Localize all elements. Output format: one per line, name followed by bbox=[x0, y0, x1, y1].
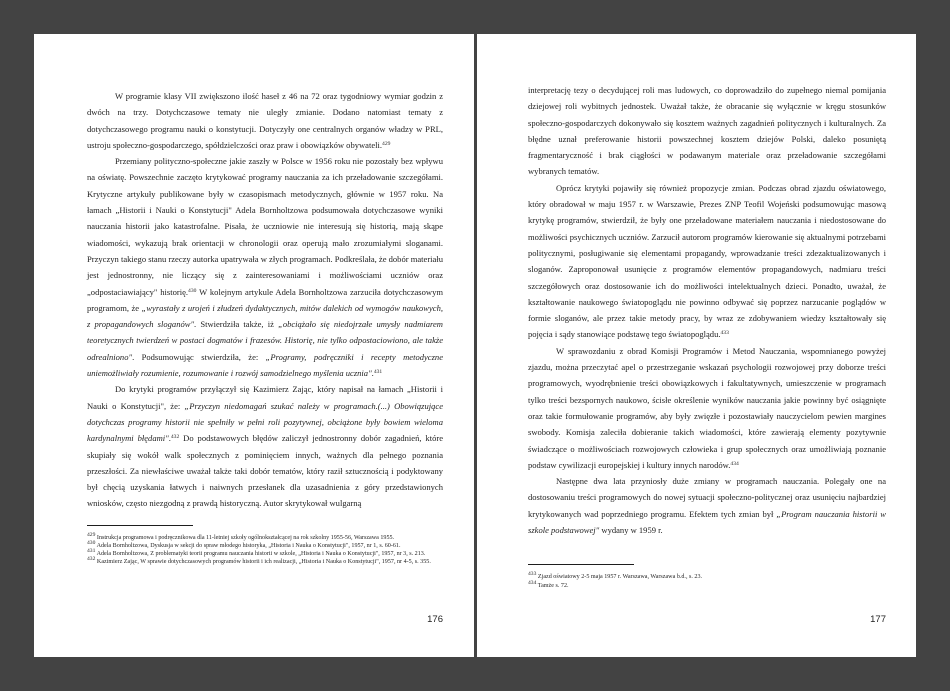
page-number: 176 bbox=[427, 614, 443, 625]
paragraph: interpretację tezy o decydującej roli mas ludowych, co doprowadziło do zupełnego niemal pomijania dziejowej roli wybitnych jednostek. Uważał także, że obracanie się wyłącznie w kręgu stosunków społeczno-gospodarczych dokonywało się kosztem ważnych zagadnień politycznych i kulturalnych. Za błędne uznał preferowanie historii powszechnej kosztem dziejów Polski, daleko posuniętą fragmentaryczność i brak ciągłości w podawanym materiale oraz przeładowanie szczegółami wybranych tematów. bbox=[528, 85, 886, 177]
footnote: $^{433}$ Zjazd oświatowy 2-5 maja 1957 r. Warszawa, Warszawa b.d., s. 23. bbox=[528, 571, 703, 581]
footnote: $^{432}$ Kazimierz Zając, W sprawie dotychczasowych programów historii i ich realizacji, „Historia i Nauka o Konstytucji", 1957, nr 4-5, s. 355. bbox=[87, 556, 431, 566]
page-number: 177 bbox=[870, 614, 886, 625]
footnote-divider bbox=[528, 564, 634, 565]
footnote-ref[interactable]: 433 bbox=[720, 330, 729, 337]
footnote: $^{431}$ Adela Bornholtzowa, Z problematyki teorii programu nauczania historii w szkole, „Historia i Nauka o Konstytucji", 1957, nr 3, s. 213. bbox=[87, 548, 426, 558]
left-page bbox=[34, 34, 474, 657]
footnote-ref[interactable]: 430 bbox=[188, 287, 197, 294]
right-page bbox=[477, 34, 916, 657]
footnote: $^{429}$ Instrukcja programowa i podręcznikowa dla 11-letniej szkoły ogólnokształcącej na rok szkolny 1955-56, Warszawa 1955. bbox=[87, 531, 395, 541]
paragraph: Następne dwa lata przyniosły duże zmiany w programach nauczania. Polegały one na dostosowaniu treści programowych do nowej sytuacji społeczno-politycznej oraz usunięciu najbardziej krytykowanych wad poprzedniego programu. Efektem tych zmian był „Program nauczania historii w szkole podstawowej" wydany w 1959 r. bbox=[528, 476, 886, 536]
footnote: $^{434}$ Tamże s. 72. bbox=[528, 579, 569, 589]
footnotes bbox=[528, 573, 886, 589]
paragraph: Przemiany polityczno-społeczne jakie zaszły w Polsce w 1956 roku nie pozostały bez wpływu na oświatę. Powszechnie zaczęto krytykować programy nauczania za ich przeładowanie szczegółami. Krytyczne artykuły publikowane były w czasopismach metodycznych, głównie w 1957 roku. Na łamach „Historii i Nauki o Konstytucji" Adela Bornholtzowa podsumowała dotychczasowe wyniki nauczania historii jako katastrofalne. Pisała, że uczniowie nie interesują się historią, mają skąpe wiadomości, wykazują brak orientacji w chronologii oraz operują mało zrozumiałymi sloganami. Przyczyn takiego stanu rzeczy autorka upatrywała w złych programach. Podkreślała, że dobór materiału jest jednostronny, nie liczący się z zainteresowaniami i możliwościami uczniów oraz „odpostaciawiający" historię.$^{430}$ W kolejnym artykule Adela Bornholtzowa zarzuciła dotychczasowym programom, że „wyrastały z urojeń i złudzeń dydaktycznych, mitów dalekich od wymogów naukowych, z propagandowych sloganów". Stwierdziła także, iż „obciążało się niedojrzałe umysły nadmiarem teoretycznych twierdzeń w postaci dogmatów i frazesów. Historię, nie tylko odpostaciowiono, ale także odrealniono". Podsumowując stwierdziła, że: „Programy, podręczniki i recepty metodyczne uniemożliwiały rozumienie, rozumowanie i rozwój samodzielnego myślenia ucznia".$^{431}$ bbox=[87, 156, 444, 379]
footnotes bbox=[87, 531, 443, 567]
footnote-ref[interactable]: 434 bbox=[730, 460, 739, 467]
footnote-ref[interactable]: 429 bbox=[382, 140, 391, 147]
footnote-ref[interactable]: 432 bbox=[170, 434, 180, 441]
footnote: $^{430}$ Adela Bornholtzowa, Dyskusja w sekcji do spraw młodego historyka, „Historia i Nauka o Konstytucji", 1957, nr 1, s. 60-61. bbox=[87, 539, 401, 549]
footnote-ref[interactable]: 431 bbox=[373, 369, 383, 376]
paragraph: Oprócz krytyki pojawiły się również propozycje zmian. Podczas obrad zjazdu oświatowego, który obradował w maju 1957 r. w Warszawie, Prezes ZNP Teofil Wojeński podsumowując masową krytykę programów, stwierdził, że były one przeładowane materiałem nauczania i niedostosowane do możliwości psychicznych uczniów. Zarzucił autorom programów kierowanie się aktualnymi potrzebami politycznymi, posługiwanie się elementami propagandy, wprowadzanie treści zdezaktualizowanych i sloganów. Zaproponował usunięcie z programów elementów propagandowych, nadmiaru treści szczegółowych oraz dostosowanie ich do możliwości intelektualnych dzieci. Ponadto, uważał, że kształtowanie naukowego światopoglądu nie powinno odbywać się poprzez narzucanie poglądów w formie sloganów, ale przez takie metody pracy, by wraz ze zdobywaniem wiedzy kształtowały się pojęcia i sądy stanowiące podstawę tego światopoglądu.$^{433}$ bbox=[528, 182, 886, 340]
paragraph: W sprawozdaniu z obrad Komisji Programów i Metod Nauczania, wspomnianego powyżej zjazdu, można przeczytać apel o przestrzeganie wskazań psychologii rozwojowej przy doborze treści programowych, wyodrębnienie treści obowiązkowych i fakultatywnych, umieszczenie w programach tylko treści bezspornych naukowo, ścisłe określenie wyników nauczania jakie powinny być osiągnięte oraz takie formułowanie programów, aby były zwięzłe i pozostawiały nauczycielom pewien margines swobody. Komisja zaleciła dobieranie takich wiadomości, które zawierają elementy pozytywnie świadczące o możliwościach rozwojowych człowieka i grup społecznych oraz umożliwiają poznanie podstaw cywilizacji europejskiej i kultury innych narodów.$^{434}$ bbox=[528, 345, 886, 470]
paragraph: W programie klasy VII zwiększono ilość haseł z 46 na 72 oraz tygodniowy wymiar godzin z dwóch na trzy. Dotychczasowe tematy nie uległy zmianie. Dodano natomiast tematy z dotychczasowego programu nauki o konstytucji. Dotyczyły one centralnych organów władzy w PRL, ustroju społeczno-gospodarczego, spółdzielczości oraz praw i obowiązków obywateli.$^{429}$ bbox=[87, 91, 443, 150]
paragraph: Do krytyki programów przyłączył się Kazimierz Zając, który napisał na łamach „Historii i Nauki o Konstytucji", że: „Przyczyn niedomagań szukać należy w programach.(...) Obowiązujące dotychczas programy historii nie spełniły w pełni roli pozytywnej, obciążone były bowiem wieloma kardynalnymi błędami".$^{432}$ Do podstawowych błędów zaliczył jednostronny dobór zagadnień, które skupiały się wokół walk społecznych z pominięciem innych, ważnych dla pełnego poznania przeszłości. Za niewłaściwe uważał także taki dobór tematów, który raził sztucznością i podyktowany był chęcią uzyskania łatwych i naiwnych przesłanek dla uzasadnienia z góry przedstawionych wniosków, często niezgodną z prawdą historyczną. Autor skrytykował wulgarną bbox=[87, 384, 443, 509]
footnote-divider bbox=[87, 525, 193, 526]
